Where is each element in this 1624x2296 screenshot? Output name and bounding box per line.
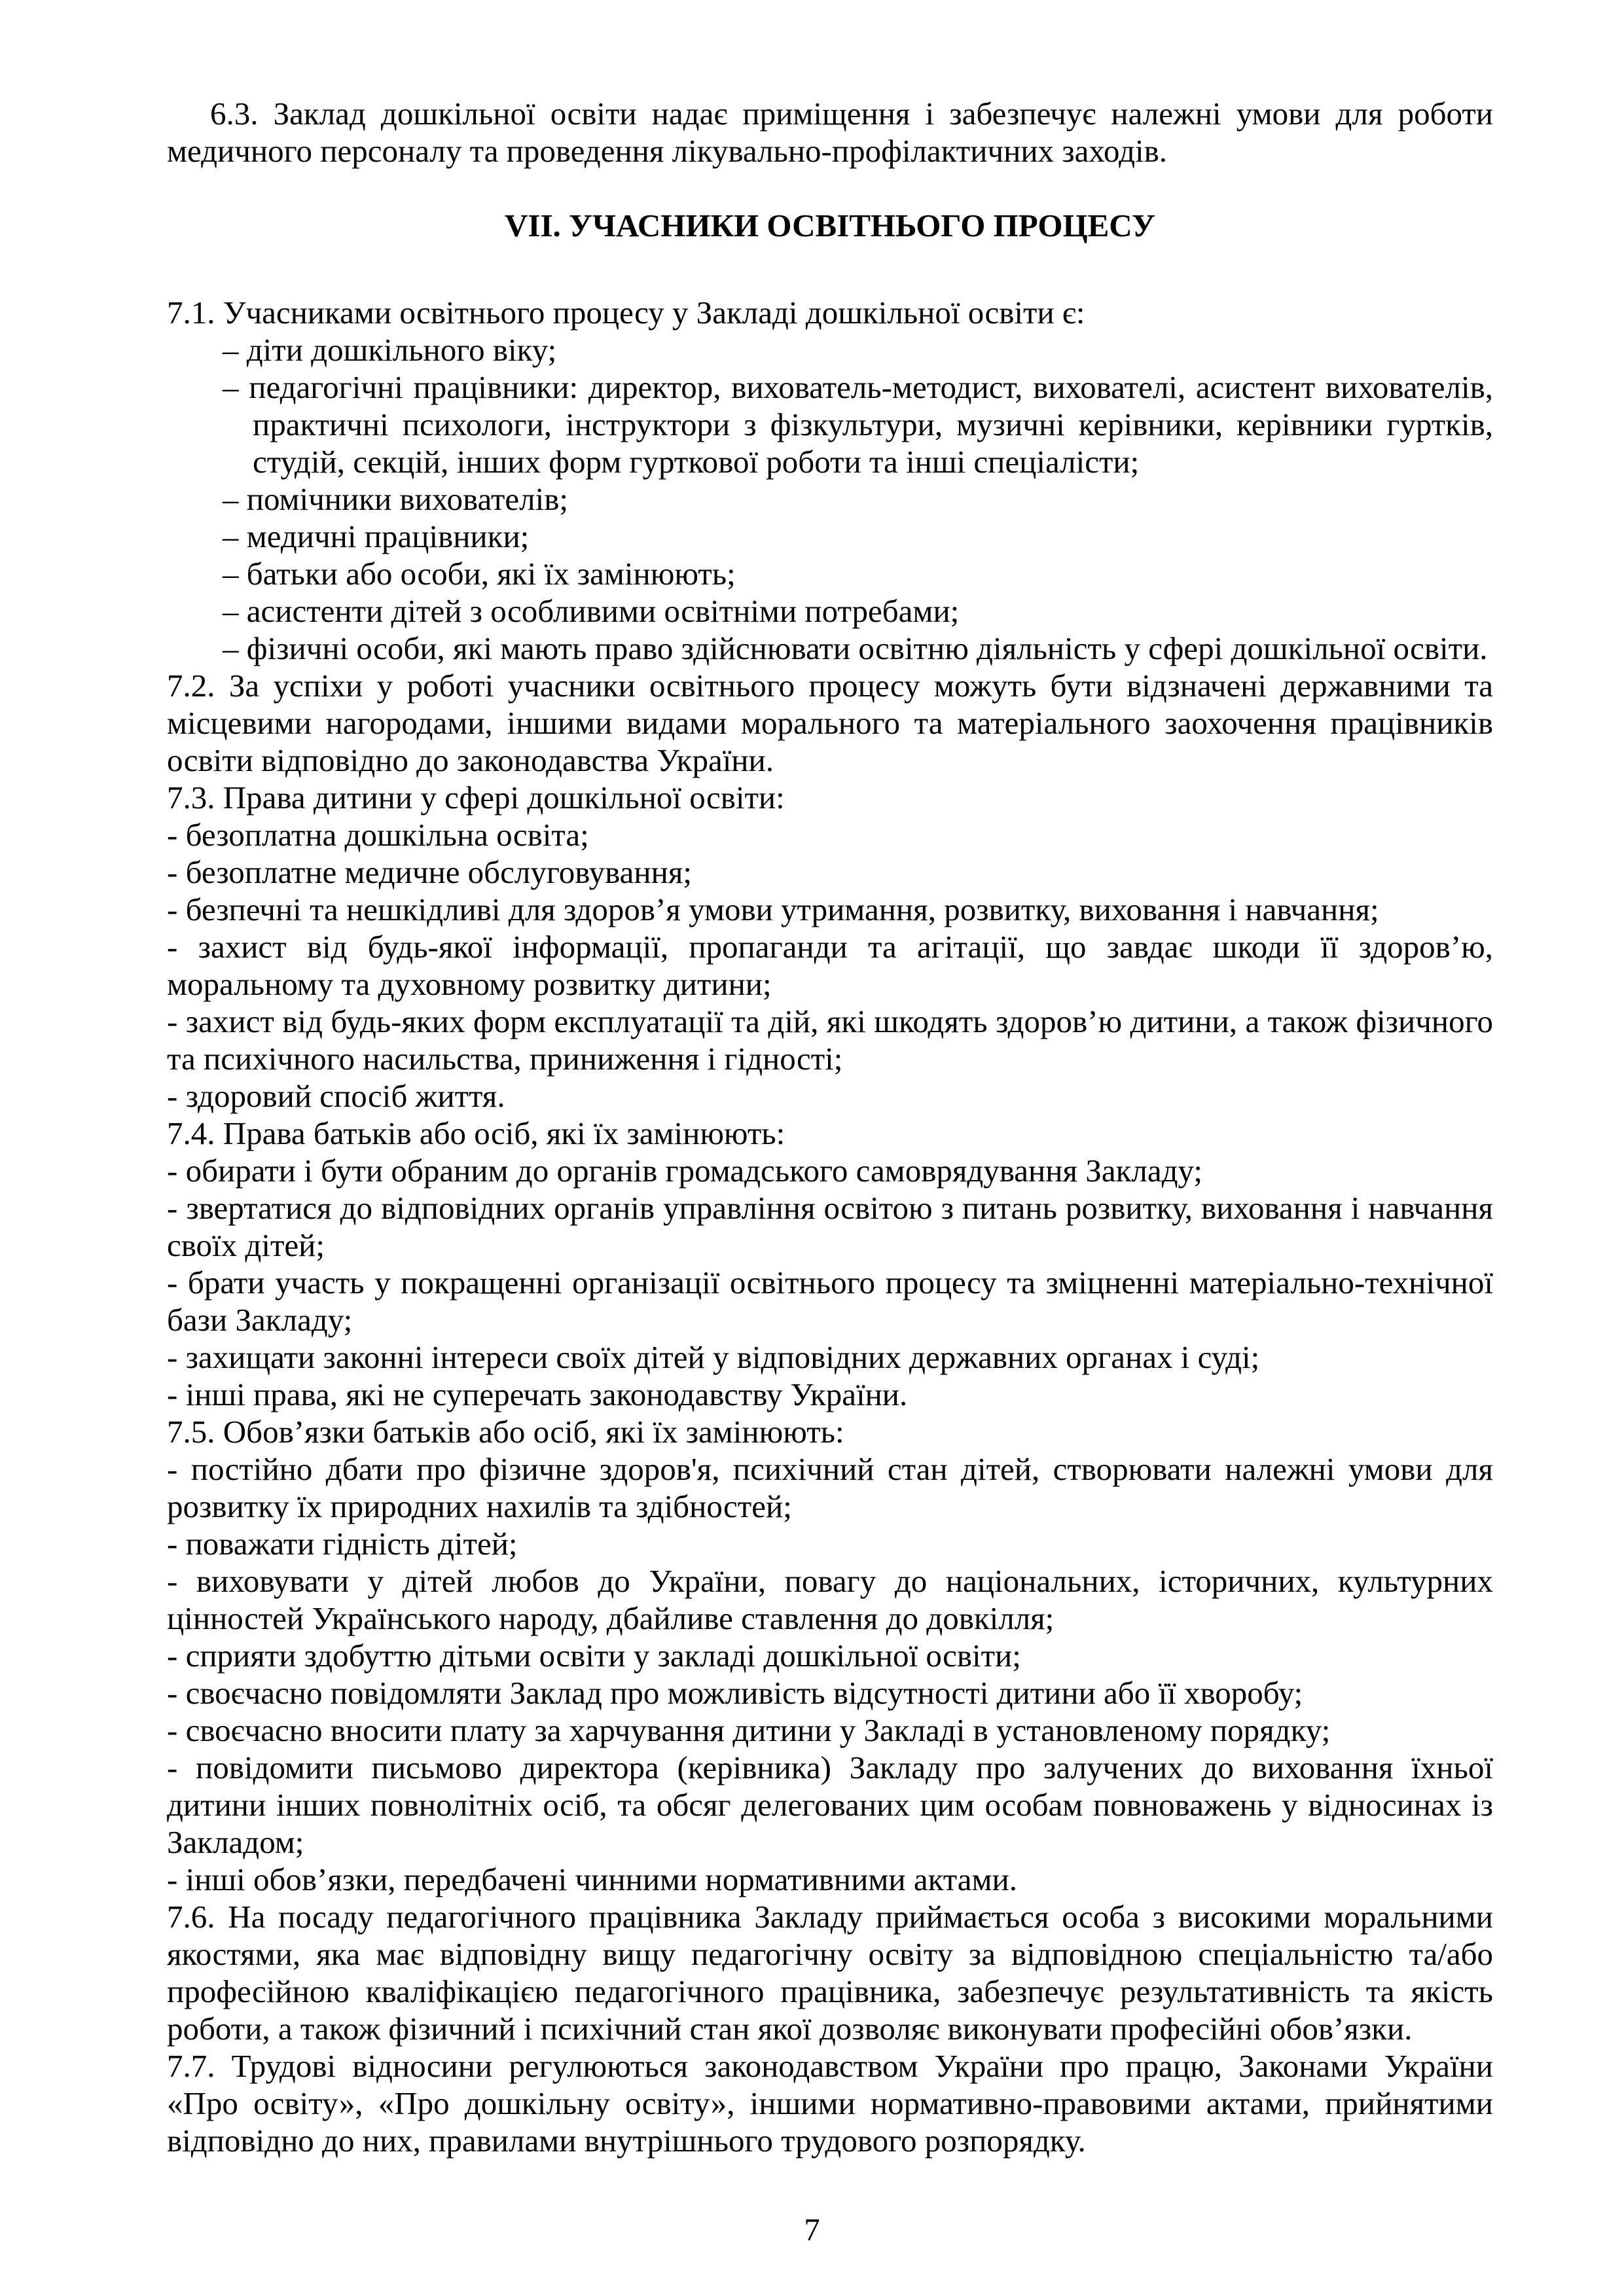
clause-7-5-item-5: - своєчасно повідомляти Заклад про можливість відсутності дитини або її хворобу; bbox=[167, 1675, 1303, 1711]
clause-7-3-item-4: - захист від будь-якої інформації, пропаганди та агітації, що завдає шкоди її здоров’ю, моральному та духовному розвитку дитини; bbox=[167, 929, 1493, 1002]
clause-7-5-item-2: - поважати гідність дітей; bbox=[167, 1526, 518, 1562]
clause-7-1-item-6: – асистенти дітей з особливими освітніми потребами; bbox=[223, 593, 960, 629]
clause-6-3: 6.3. Заклад дошкільної освіти надає приміщення і забезпечує належні умови для роботи медичного персоналу та проведення лікувально-профілактичних заходів. bbox=[167, 96, 1493, 169]
clause-7-7: 7.7. Трудові відносини регулюються законодавством України про працю, Законами України «Про освіту», «Про дошкільну освіту», іншими нормативно-правовими актами, прийнятими відповідно до них, правилами внутрішнього трудового розпорядку. bbox=[167, 2048, 1493, 2159]
clause-7-4-item-2: - звертатися до відповідних органів управління освітою з питань розвитку, виховання і навчання своїх дітей; bbox=[167, 1190, 1493, 1263]
clause-7-1-item-7: – фізичні особи, які мають право здійснювати освітню діяльність у сфері дошкільної освіти. bbox=[223, 630, 1488, 666]
clause-7-5-item-7: - повідомити письмово директора (керівника) Закладу про залучених до виховання їхньої дитини інших повнолітніх осіб, та обсяг делегованих цим особам повноважень у відносинах із Закладом; bbox=[167, 1749, 1493, 1860]
clause-7-2: 7.2. За успіхи у роботі учасники освітнього процесу можуть бути відзначені державними та місцевими нагородами, іншими видами морального та матеріального заохочення працівників освіти відповідно до законодавства України. bbox=[167, 668, 1493, 778]
clause-7-5-item-6: - своєчасно вносити плату за харчування дитини у Закладі в установленому порядку; bbox=[167, 1712, 1331, 1748]
clause-7-1-item-5: – батьки або особи, які їх замінюють; bbox=[223, 556, 736, 592]
section-heading: VII. УЧАСНИКИ ОСВІТНЬОГО ПРОЦЕСУ bbox=[504, 207, 1156, 243]
clause-7-3: 7.3. Права дитини у сфері дошкільної освіти: bbox=[167, 780, 785, 816]
clause-7-1: 7.1. Учасниками освітнього процесу у Закладі дошкільної освіти є: bbox=[167, 295, 1085, 331]
clause-7-1-item-3: – помічники вихователів; bbox=[223, 481, 568, 517]
clause-7-4-item-4: - захищати законні інтереси своїх дітей у відповідних державних органах і суді; bbox=[167, 1339, 1260, 1375]
clause-7-5-item-3: - виховувати у дітей любов до України, повагу до національних, історичних, культурних цінностей Українського народу, дбайливе ставлення до довкілля; bbox=[167, 1563, 1493, 1636]
clause-7-1-item-4: – медичні працівники; bbox=[223, 518, 530, 554]
clause-7-1-item-2: – педагогічні працівники: директор, вихователь-методист, вихователі, асистент вихователів, практичні психологи, інструктори з фізкультури, музичні керівники, керівники гуртків, студій, секцій, інших форм гурткової роботи та інші спеціалісти; bbox=[223, 369, 1493, 480]
clause-7-5-item-1: - постійно дбати про фізичне здоров'я, психічний стан дітей, створювати належні умови для розвитку їх природних нахилів та здібностей; bbox=[167, 1451, 1493, 1524]
clause-7-4-item-1: - обирати і бути обраним до органів громадського самоврядування Закладу; bbox=[167, 1153, 1202, 1189]
clause-7-6: 7.6. На посаду педагогічного працівника Закладу приймається особа з високими моральними якостями, яка має відповідну вищу педагогічну освіту за відповідною спеціальністю та/або професійною кваліфікацією педагогічного працівника, забезпечує результативність та якість роботи, а також фізичний і психічний стан якої дозволяє виконувати професійні обов’язки. bbox=[167, 1899, 1493, 2047]
clause-7-4-item-3: - брати участь у покращенні організації освітнього процесу та зміцненні матеріально-технічної бази Закладу; bbox=[167, 1265, 1493, 1338]
clause-7-3-item-5: - захист від будь-яких форм експлуатації та дій, які шкодять здоров’ю дитини, а також фізичного та психічного насильства, приниження і гідності; bbox=[167, 1003, 1493, 1077]
clause-7-4-item-5: - інші права, які не суперечать законодавству України. bbox=[167, 1376, 908, 1412]
clause-7-4: 7.4. Права батьків або осіб, які їх замінюють: bbox=[167, 1115, 785, 1151]
clause-7-5-item-8: - інші обов’язки, передбачені чинними нормативними актами. bbox=[167, 1861, 1018, 1897]
clause-7-5-item-4: - сприяти здобуттю дітьми освіти у закладі дошкільної освіти; bbox=[167, 1638, 1021, 1674]
clause-7-3-item-1: - безоплатна дошкільна освіта; bbox=[167, 817, 589, 853]
clause-7-3-item-2: - безоплатне медичне обслуговування; bbox=[167, 854, 692, 890]
document-body bbox=[167, 95, 1493, 2159]
clause-7-1-item-1: – діти дошкільного віку; bbox=[223, 332, 557, 368]
clause-7-3-item-6: - здоровий спосіб життя. bbox=[167, 1078, 505, 1114]
clause-7-3-item-3: - безпечні та нешкідливі для здоров’я умови утримання, розвитку, виховання і навчання; bbox=[167, 891, 1379, 927]
clause-7-5: 7.5. Обов’язки батьків або осіб, які їх замінюють: bbox=[167, 1414, 844, 1450]
page-number: 7 bbox=[804, 2212, 820, 2248]
